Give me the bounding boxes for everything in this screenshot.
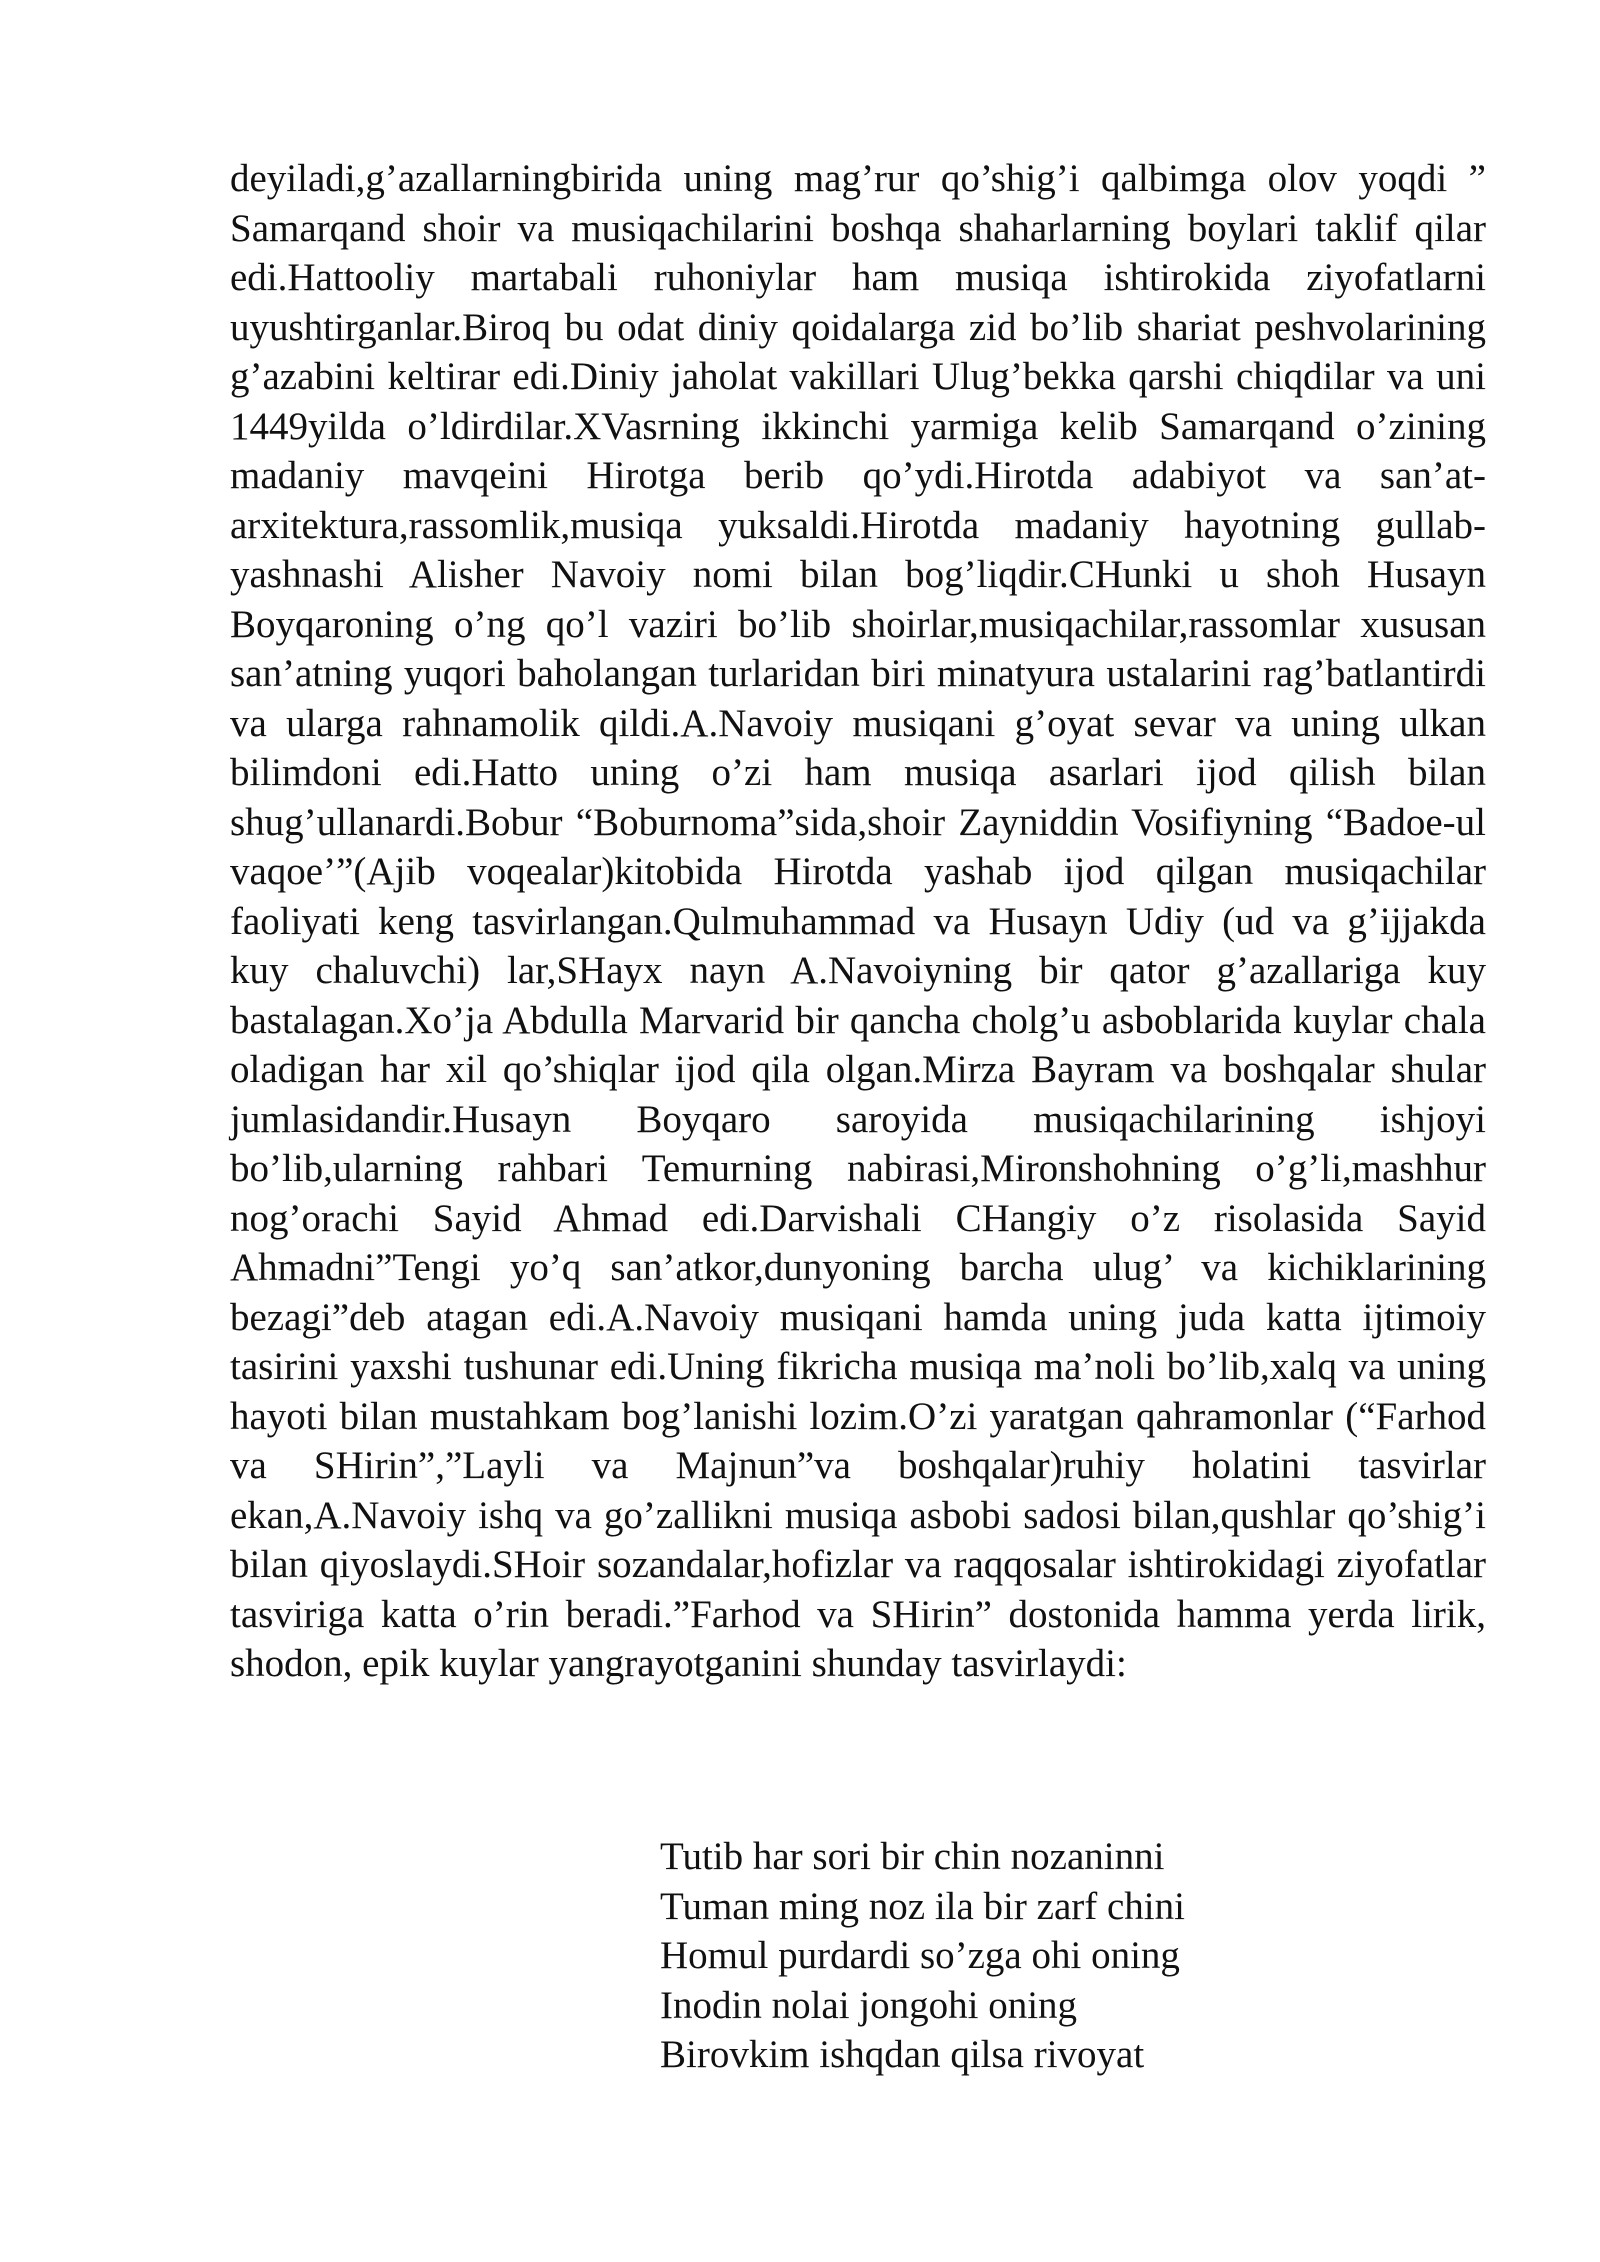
verse-line: Tutib har sori bir chin nozaninni bbox=[660, 1835, 1165, 1878]
body-paragraph: deyiladi,g’azallarningbirida uning mag’rur qo’shig’i qalbimga olov yoqdi ” Samarqand shoir va musiqachilarini boshqa shaharlarning boylari taklif qilar edi.Hattooliy martabali ruhoniylar ham musiqa ishtirokida ziyofatlarni uyushtirganlar.Biroq bu odat diniy qoidalarga zid bo’lib shariat peshvolarining g’azabini keltirar edi.Diniy jaholat vakillari Ulug’bekka qarshi chiqdilar va uni 1449yilda o’ldirdilar.XVasrning ikkinchi yarmiga kelib Samarqand o’zining madaniy mavqeini Hirotga berib qo’ydi.Hirotda adabiyot va san’at- arxitektura,rassomlik,musiqa yuksaldi.Hirotda madaniy hayotning gullab-yashnashi Alisher Navoiy nomi bilan bog’liqdir.CHunki u shoh Husayn Boyqaroning o’ng qo’l vaziri bo’lib shoirlar,musiqachilar,rassomlar xususan san’atning yuqori baholangan turlaridan biri minatyura ustalarini rag’batlantirdi va ularga rahnamolik qildi.A.Navoiy musiqani g’oyat sevar va uning ulkan bilimdoni edi.Hatto uning o’zi ham musiqa asarlari ijod qilish bilan shug’ullanardi.Bobur “Boburnoma”sida,shoir Zayniddin Vosifiyning “Badoe-ul vaqoe’”(Ajib voqealar)kitobida Hirotda yashab ijod qilgan musiqachilar faoliyati keng tasvirlangan.Qulmuhammad va Husayn Udiy (ud va g’ijjakda kuy chaluvchi) lar,SHayx nayn A.Navoiyning bir qator g’azallariga kuy bastalagan.Xo’ja Abdulla Marvarid bir qancha cholg’u asboblarida kuylar chala oladigan har xil qo’shiqlar ijod qila olgan.Mirza Bayram va boshqalar shular jumlasidandir.Husayn Boyqaro saroyida musiqachilarining ishjoyi bo’lib,ularning rahbari Temurning nabirasi,Mironshohning o’g’li,mashhur nog’orachi Sayid Ahmad edi.Darvishali CHangiy o’z risolasida Sayid Ahmadni”Tengi yo’q san’atkor,dunyoning barcha ulug’ va kichiklarining bezagi”deb atagan edi.A.Navoiy musiqani hamda uning juda katta ijtimoiy tasirini yaxshi tushunar edi.Uning fikricha musiqa ma’noli bo’lib,xalq va uning hayoti bilan mustahkam bog’lanishi lozim.O’zi yaratgan qahramonlar (“Farhod va SHirin”,”Layli va Majnun”va boshqalar)ruhiy holatini tasvirlar ekan,A.Navoiy ishq va go’zallikni musiqa asbobi sadosi bilan,qushlar qo’shig’i bilan qiyoslaydi.SHoir sozandalar,hofizlar va raqqosalar ishtirokidagi ziyofatlar tasviriga katta o’rin beradi.”Farhod va SHirin” dostonida hamma yerda lirik, shodon, epik kuylar yangrayotganini shunday tasvirlaydi: bbox=[230, 157, 1486, 1685]
verse-block bbox=[660, 1832, 1460, 2080]
verse-line: Birovkim ishqdan qilsa rivoyat bbox=[660, 2033, 1145, 2076]
verse-line: Tuman ming noz ila bir zarf chini bbox=[660, 1884, 1185, 1928]
verse-line: Homul purdardi so’zga ohi oning bbox=[660, 1934, 1180, 1977]
verse-line: Inodin nolai jongohi oning bbox=[660, 1983, 1078, 2027]
